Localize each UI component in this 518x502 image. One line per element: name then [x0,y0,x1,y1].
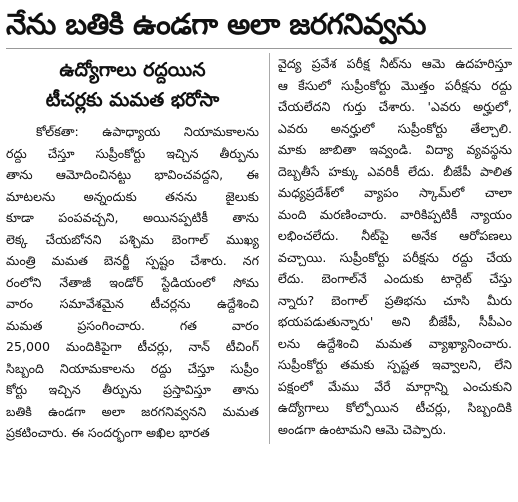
left-column [6,53,259,444]
body-text-line: వారం సమావేశమైన టీచర్లను ఉద్దేశించి [6,296,259,311]
body-text-line: వైద్య ప్రవేశ పరీక్ష నీట్‌ను ఆమె ఉదహరిస్తూ [277,56,512,71]
body-text-line: కోర్టు ఇచ్చిన తీర్పును ప్రస్తావిస్తూ తాను [6,382,259,397]
body-text-line: భయపడుతున్నారు' అని బీజేపీ, సీపీఎం [277,314,512,329]
body-text-line: దెబ్బతీసే హక్కు ఎవరికీ లేదు. బీజేపీ పాలిత [277,163,512,179]
body-text-line: లను ఉద్దేశించి మమత వ్యాఖ్యానించారు. [277,335,512,351]
body-text-line: పక్షంలో మేము వేరే మార్గాన్ని ఎంచుకుని [277,378,512,394]
body-text-line: మమత ప్రసంగించారు. గత వారం [6,317,259,333]
body-text-line: రద్దు చేస్తూ సుప్రీంకోర్టు ఇచ్చిన తీర్పును [6,145,259,161]
body-text-line: కోల్‌కతా: ఉపాధ్యాయ నియామకాలను [36,124,259,139]
body-text-line: సిబ్బంది నియామకాలను రద్దు చేస్తూ సుప్రీం [6,360,259,376]
body-text-line: తాను ఆమోదించినట్టు భావించవద్దని, ఈ [6,167,259,182]
left-body-text [6,121,259,444]
body-text-line: లేదు. బెంగాల్‌నే ఎందుకు టార్గెట్ చేస్తు [277,271,512,286]
body-text-line: మాకు జాబితా ఇవ్వండి. విద్యా వ్యవస్థను [277,142,512,157]
subheadline [6,55,259,115]
article-columns [6,53,512,444]
body-text-line: ఆ కేసులో సుప్రీంకోర్టు మొత్తం పరీక్షను రద్దు [277,77,512,93]
body-text-line: మధ్యప్రదేశ్‌లో వ్యాపం స్కామ్‌లో చాలా [277,185,512,200]
body-text-line: వచ్చాయి. సుప్రీంకోర్టు పరీక్షను రద్దు చేయ [277,249,512,265]
body-text-line: కూడా పంపవచ్చని, అయినప్పటికీ తాను [6,210,259,225]
body-text-line: మాటలను అన్నందుకు తనను జైలుకు [6,188,259,204]
body-text-line: లెక్క చేయబోనని పశ్చిమ బెంగాల్ ముఖ్య [6,231,259,247]
body-text-line: ఉద్యోగాలు కోల్పోయిన టీచర్లు, సిబ్బందికి [277,400,512,415]
subheadline-line: టీచర్లకు మమత భరోసా [45,89,220,111]
body-text-line: ప్రకటించారు. ఈ సందర్భంగా అఖిల భారత [6,425,210,440]
body-text-line: ఎవరు అనర్హులో సుప్రీంకోర్టు తేల్చాలి. [277,120,512,136]
right-column [269,53,512,444]
body-text-line: అండగా ఉంటామని ఆమె చెప్పారు. [277,421,447,437]
subheadline-line: ఉద్యోగాలు రద్దయిన [59,59,206,81]
body-text-line: మంది మరణించారు. వారికిప్పటికీ న్యాయం [277,206,512,222]
divider [6,48,512,49]
body-text-line: 25,000 మందికిపైగా టీచర్లు, నాన్ టీచింగ్ [6,339,259,354]
headline: నేను బతికి ఉండగా అలా జరగనివ్వను [6,7,426,41]
body-text-line: రంలోని నేతాజీ ఇండోర్ స్టేడియంలో సోమ [6,274,259,290]
body-text-line: బతికి ఉండగా అలా జరగనివ్వనని మమత [6,403,259,419]
body-text-line: సుప్రీంకోర్టు తమకు స్పష్టత ఇవ్వాలని, లేని [277,357,512,372]
body-text-line: చేయలేదని గుర్తు చేశారు. 'ఎవరు అర్హులో, [277,99,512,114]
body-text-line: మంత్రి మమత బెనర్జీ స్పష్టం చేశారు. నగ [6,253,259,268]
body-text-line: లభించలేదు. నీట్‌పై అనేక ఆరోపణలు [277,228,512,243]
body-text-line: న్నారు? బెంగాల్ ప్రతిభను చూసి మీరు [277,292,512,308]
